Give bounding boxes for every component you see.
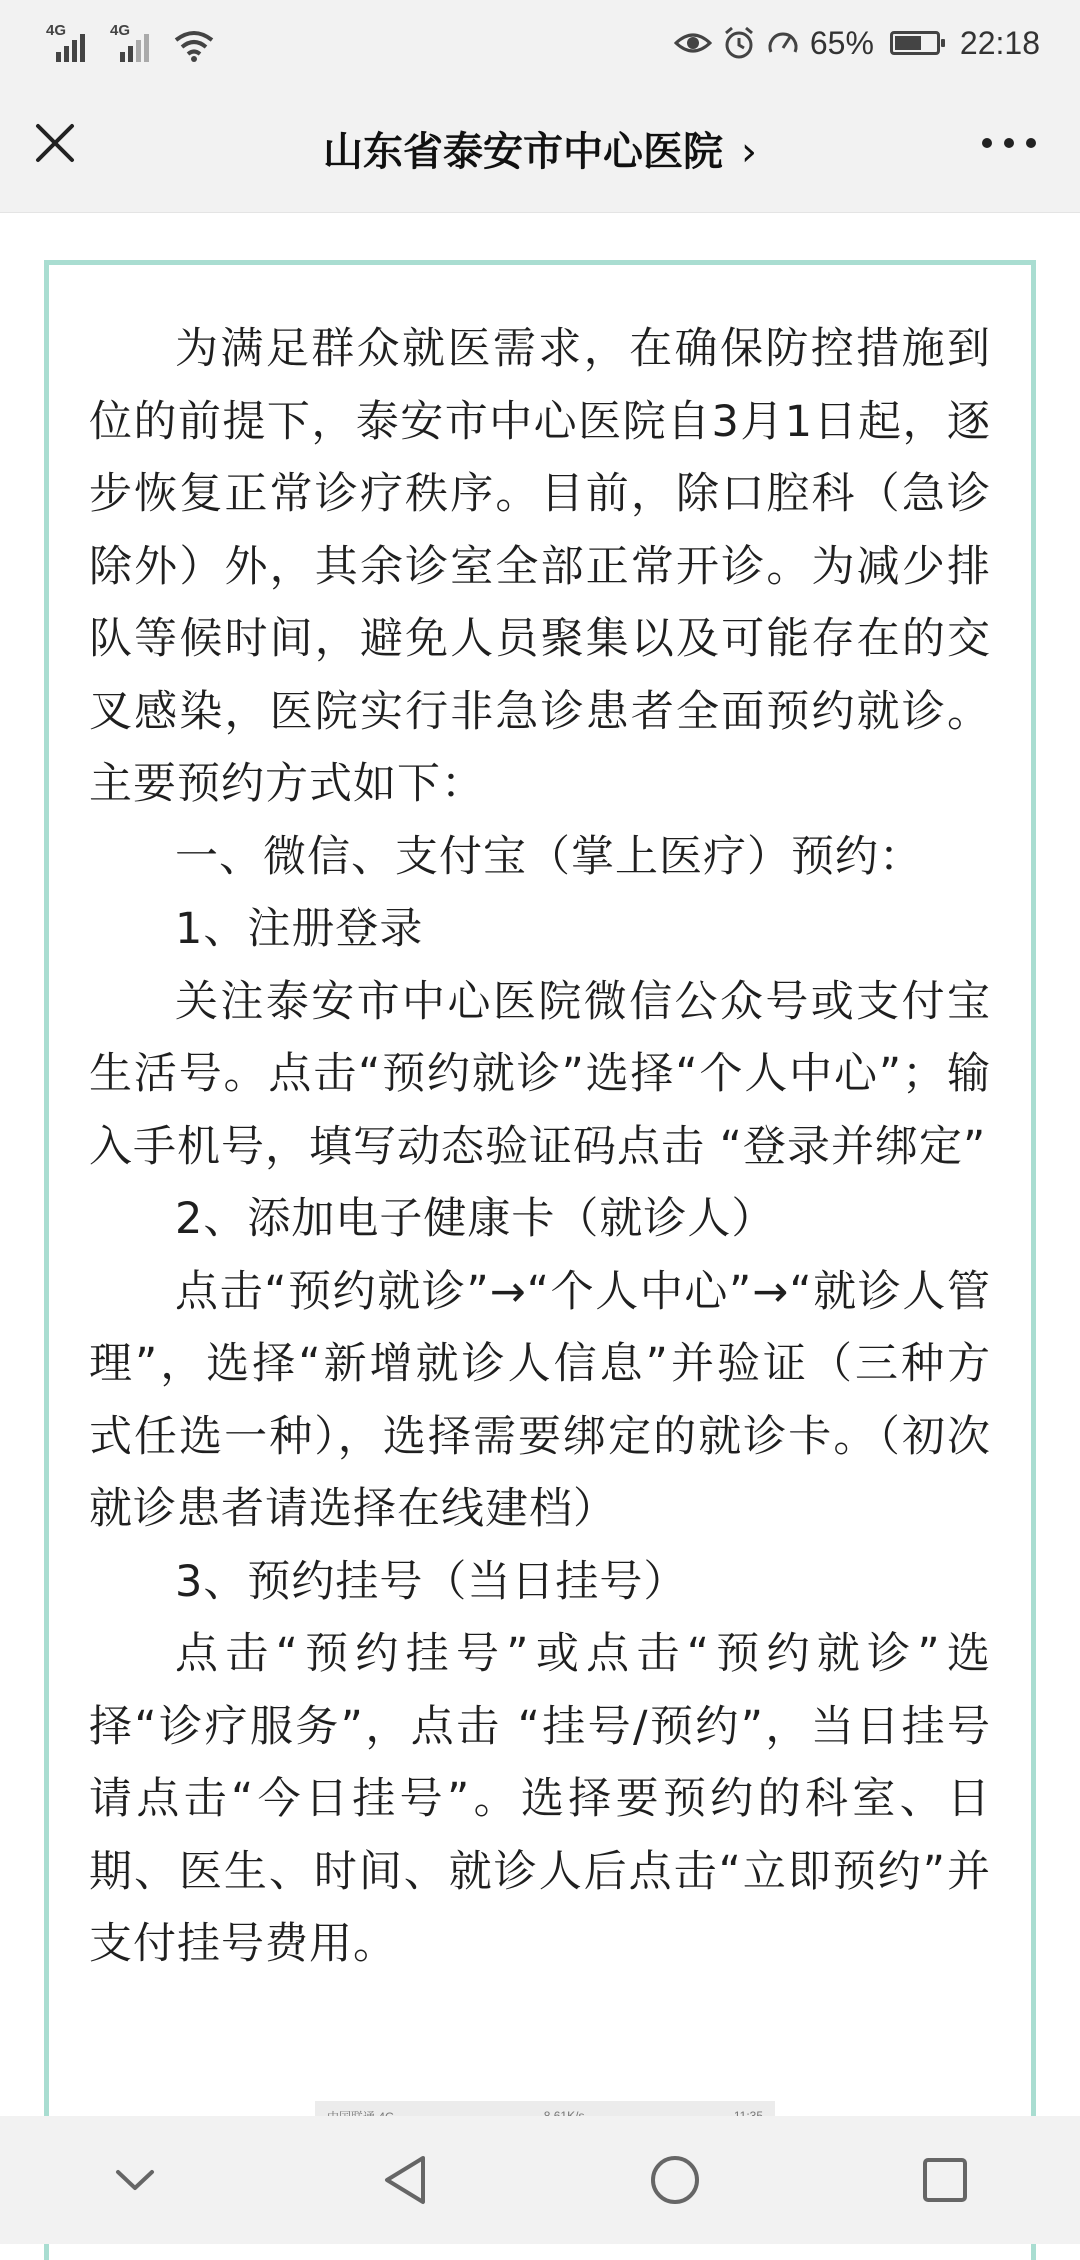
- navigation-bar: [0, 2116, 1080, 2244]
- network-type: 4G: [110, 22, 131, 39]
- battery-icon: [890, 31, 940, 55]
- close-button[interactable]: [20, 108, 90, 178]
- clock: 22:18: [959, 24, 1040, 61]
- status-bar: [0, 0, 1080, 86]
- home-button[interactable]: [615, 2130, 735, 2230]
- article-card: [44, 260, 1036, 2260]
- recents-button[interactable]: [885, 2130, 1005, 2230]
- status-right: [674, 18, 1040, 68]
- eye-icon: [674, 29, 712, 57]
- back-icon: [381, 2154, 429, 2206]
- back-button[interactable]: [345, 2130, 465, 2230]
- article-paragraph: 3、预约挂号（当日挂号）: [175, 1556, 688, 1607]
- battery-level: [895, 36, 921, 50]
- close-icon: [35, 123, 75, 163]
- article-paragraph: 2、添加电子健康卡（就诊人）: [175, 1194, 776, 1244]
- page-title[interactable]: [140, 120, 940, 177]
- home-icon: [649, 2154, 701, 2206]
- battery-percent: 65%: [809, 24, 874, 61]
- article-paragraph: 关注泰安市中心医院微信公众号或支付宝生活号。点击“预约就诊”选择“个人中心”；输入手机号，填写动态验证码点击 “登录并绑定”: [89, 976, 991, 1172]
- status-left: [46, 18, 214, 62]
- alarm-icon: [722, 26, 756, 60]
- more-button[interactable]: [964, 108, 1054, 178]
- wifi-icon: [174, 30, 214, 62]
- signal-icon: [110, 22, 162, 62]
- speed-icon: [766, 26, 800, 60]
- article-body: [89, 313, 991, 1981]
- chevron-down-icon: [115, 2168, 155, 2192]
- recents-icon: [921, 2156, 969, 2204]
- more-icon: [979, 137, 1039, 149]
- article-paragraph: 1、注册登录: [175, 904, 424, 954]
- article-paragraph: 一、微信、支付宝（掌上医疗）预约：: [175, 831, 923, 882]
- title-bar: [0, 86, 1080, 213]
- chevron-right-icon: ›: [740, 129, 757, 175]
- article-paragraph: 点击“预约挂号”或点击“预约就诊”选择“诊疗服务”，点击 “挂号/预约”，当日挂号请点击“今日挂号”。选择要预约的科室、日期、医生、时间、就诊人后点击“立即预约”并支付挂号费用。: [89, 1629, 991, 1969]
- signal-icon: [46, 22, 98, 62]
- network-type: 4G: [46, 22, 67, 39]
- collapse-button[interactable]: [75, 2130, 195, 2230]
- page-title-text: 山东省泰安市中心医院: [323, 129, 724, 175]
- article-paragraph: 为满足群众就医需求，在确保防控措施到位的前提下，泰安市中心医院自3月1日起，逐步恢复正常诊疗秩序。目前，除口腔科（急诊除外）外，其余诊室全部正常开诊。为减少排队等候时间，避免人员聚集以及可能存在的交叉感染，医院实行非急诊患者全面预约就诊。主要预约方式如下：: [89, 324, 991, 809]
- article-paragraph: 点击“预约就诊”→“个人中心”→“就诊人管理”，选择“新增就诊人信息”并验证（三种方式任选一种），选择需要绑定的就诊卡。（初次就诊患者请选择在线建档）: [89, 1266, 991, 1534]
